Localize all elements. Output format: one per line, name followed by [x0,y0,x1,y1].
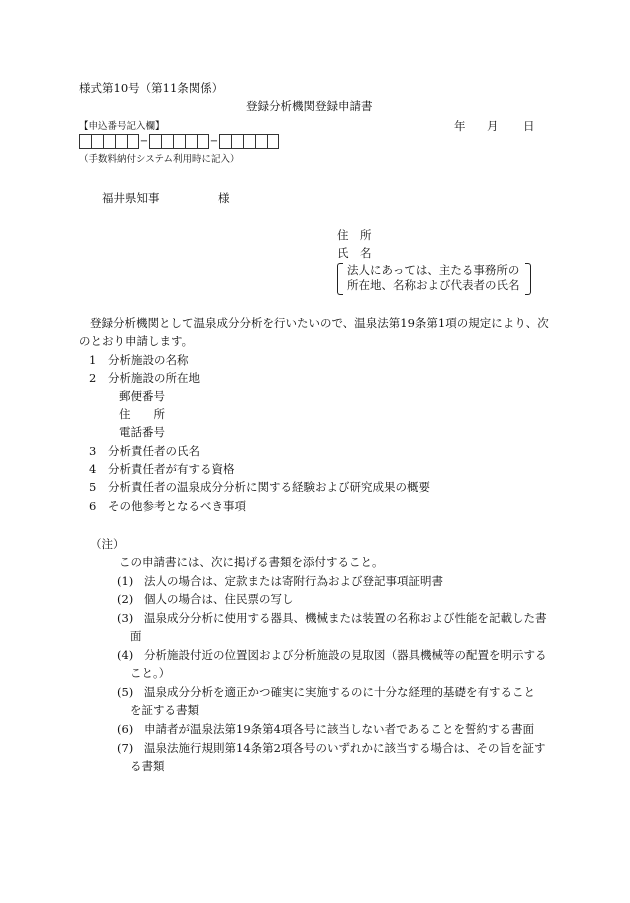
application-number-label: 【申込番号記入欄】 [79,121,165,132]
app-number-cell[interactable] [161,134,173,149]
item-4-number: 4 [89,462,97,476]
date-month: 月 [487,119,499,133]
corporate-note-bracket [337,263,531,293]
item-4-text: 分析責任者が有する資格 [108,462,235,476]
item-2-text: 分析施設の所在地 [108,371,200,385]
applicant-name-label: 氏 名 [337,246,372,260]
note-3-number: (3) [117,611,134,625]
note-3-text: 温泉成分分析に使用する器具、機械または装置の名称および性能を記載した書 [144,611,547,625]
note-7-text-cont: る書類 [130,759,165,773]
app-number-cell[interactable] [149,134,161,149]
right-bracket [525,263,531,295]
app-number-cell[interactable] [243,134,255,149]
note-6-text: 申請者が温泉法第19条第4項各号に該当しない者であることを誓約する書面 [144,722,534,736]
app-number-group-1[interactable] [79,134,139,149]
note-4-text-cont: こと。） [130,666,171,680]
note-2-text: 個人の場合は、住民票の写し [144,592,294,606]
date-year: 年 [454,119,466,133]
app-number-cell[interactable] [103,134,115,149]
document-title: 登録分析機関登録申請書 [246,99,373,113]
date-day: 日 [523,119,535,133]
app-number-cell[interactable] [91,134,103,149]
note-5-number: (5) [117,685,134,699]
app-number-group-2[interactable] [149,134,209,149]
note-7-text: 温泉法施行規則第14条第2項各号のいずれかに該当する場合は、その旨を証す [144,741,546,755]
app-number-cell[interactable] [127,134,139,149]
app-number-separator: − [209,136,219,147]
corporate-note [347,263,520,293]
intro-line-1: 登録分析機関として温泉成分分析を行いたいので、温泉法第19条第1項の規定により、次 [90,316,549,330]
item-6-number: 6 [89,499,97,513]
corporate-note-line1: 法人にあっては、主たる事務所の [347,263,520,277]
note-2-number: (2) [117,592,134,606]
note-7-number: (7) [117,741,134,755]
intro-line-2: のとおり申請します。 [79,334,194,348]
item-1-number: 1 [89,353,97,367]
app-number-separator: − [139,136,149,147]
item-5-number: 5 [89,480,97,494]
left-bracket [337,263,343,295]
app-number-cell[interactable] [79,134,91,149]
phone-label: 電話番号 [119,425,165,439]
item-1-text: 分析施設の名称 [108,353,189,367]
note-5-text: 温泉成分分析を適正かつ確実に実施するのに十分な経理的基礎を有すること [144,685,535,699]
app-number-group-3[interactable] [219,134,279,149]
addressee-name: 福井県知事 [102,191,160,205]
item-5-text: 分析責任者の温泉成分分析に関する経験および研究成果の概要 [108,480,430,494]
notes-heading: （注） [90,537,125,551]
app-number-cell[interactable] [115,134,127,149]
corporate-note-line2: 所在地、名称および代表者の氏名 [347,278,520,292]
application-number-boxes[interactable] [79,134,279,149]
addressee-honorific: 様 [218,191,230,205]
note-6-number: (6) [117,722,134,736]
notes-intro: この申請書には、次に掲げる書類を添付すること。 [119,555,384,569]
note-3-text-cont: 面 [130,629,142,643]
note-1-number: (1) [117,574,134,588]
postal-code-label: 郵便番号 [119,389,165,403]
note-5-text-cont: を証する書類 [130,703,199,717]
app-number-cell[interactable] [173,134,185,149]
item-2-number: 2 [89,371,97,385]
fee-system-note: （手数料納付システム利用時に記入） [79,154,240,165]
app-number-cell[interactable] [231,134,243,149]
item-3-number: 3 [89,444,97,458]
note-1-text: 法人の場合は、定款または寄附行為および登記事項証明書 [144,574,443,588]
note-4-number: (4) [117,648,134,662]
app-number-cell[interactable] [255,134,267,149]
address-label: 住 所 [119,407,165,421]
applicant-address-label: 住 所 [337,228,372,242]
item-3-text: 分析責任者の氏名 [108,444,200,458]
app-number-cell[interactable] [219,134,231,149]
form-number: 様式第10号（第11条関係） [79,81,224,95]
app-number-cell[interactable] [197,134,209,149]
item-6-text: その他参考となるべき事項 [108,499,246,513]
app-number-cell[interactable] [267,134,279,149]
app-number-cell[interactable] [185,134,197,149]
note-4-text: 分析施設付近の位置図および分析施設の見取図（器具機械等の配置を明示する [144,648,547,662]
